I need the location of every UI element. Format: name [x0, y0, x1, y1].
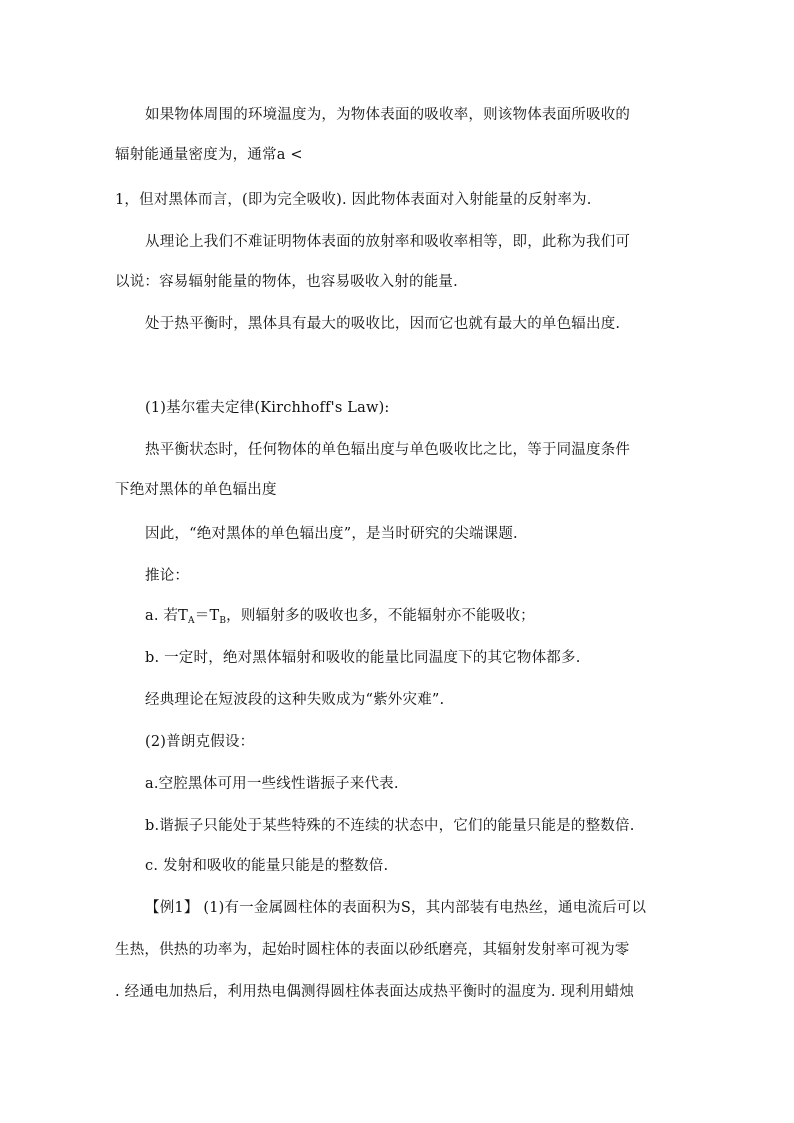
paragraph-line-4: 从理论上我们不难证明物体表面的放射率和吸收率相等，即，此称为我们可 — [145, 234, 631, 250]
paragraph-line-11: 推论： — [145, 568, 190, 584]
paragraph-line-6: 处于热平衡时，黑体具有最大的吸收比，因而它也就有最大的单色辐出度. — [145, 316, 621, 332]
subscript-a: A — [188, 616, 195, 626]
paragraph-line-1: 如果物体周围的环境温度为，为物体表面的吸收率，则该物体表面所吸收的 — [145, 107, 631, 123]
corollary-a-suffix: ，则辐射多的吸收也多，不能辐射亦不能吸收； — [226, 608, 535, 624]
subscript-b: B — [219, 616, 227, 626]
example-line-1: 【例1】 (1)有一金属圆柱体的表面积为S，其内部装有电热丝，通电流后可以 — [145, 900, 647, 916]
paragraph-line-10: 因此，“绝对黑体的单色辐出度”，是当时研究的尖端课题. — [145, 526, 518, 542]
planck-item-c: c. 发射和吸收的能量只能是的整数倍. — [145, 858, 389, 874]
example-line-2: 生热，供热的功率为，起始时圆柱体的表面以砂纸磨亮，其辐射发射率可视为零 — [115, 942, 630, 958]
corollary-b: b. 一定时，绝对黑体辐射和吸收的能量比同温度下的其它物体都多. — [145, 650, 581, 666]
section-heading-kirchhoff: (1)基尔霍夫定律(Kirchhoff's Law): — [145, 400, 390, 416]
planck-item-a: a.空腔黑体可用一些线性谐振子来代表. — [145, 776, 399, 792]
example-line-3: . 经通电加热后，利用热电偶测得圆柱体表面达成热平衡时的温度为. 现利用蜡烛 — [115, 984, 635, 1000]
paragraph-line-2: 辐射能通量密度为，通常a < — [115, 147, 303, 163]
paragraph-line-14: 经典理论在短波段的这种失败成为“紫外灾难”. — [145, 692, 445, 708]
paragraph-line-5: 以说：容易辐射能量的物体，也容易吸收入射的能量. — [115, 274, 458, 290]
section-heading-planck: (2)普朗克假设： — [145, 734, 255, 750]
corollary-a — [145, 606, 535, 626]
paragraph-line-3: 1，但对黑体而言，(即为完全吸收). 因此物体表面对入射能量的反射率为. — [115, 192, 592, 208]
planck-item-b: b.谐振子只能处于某些特殊的不连续的状态中，它们的能量只能是的整数倍. — [145, 818, 635, 834]
corollary-a-prefix: a. 若T — [145, 608, 189, 624]
corollary-a-mid: ＝T — [194, 608, 220, 624]
paragraph-line-8: 热平衡状态时，任何物体的单色辐出度与单色吸收比之比，等于同温度条件 — [145, 442, 631, 458]
paragraph-line-9: 下绝对黑体的单色辐出度 — [115, 482, 277, 498]
